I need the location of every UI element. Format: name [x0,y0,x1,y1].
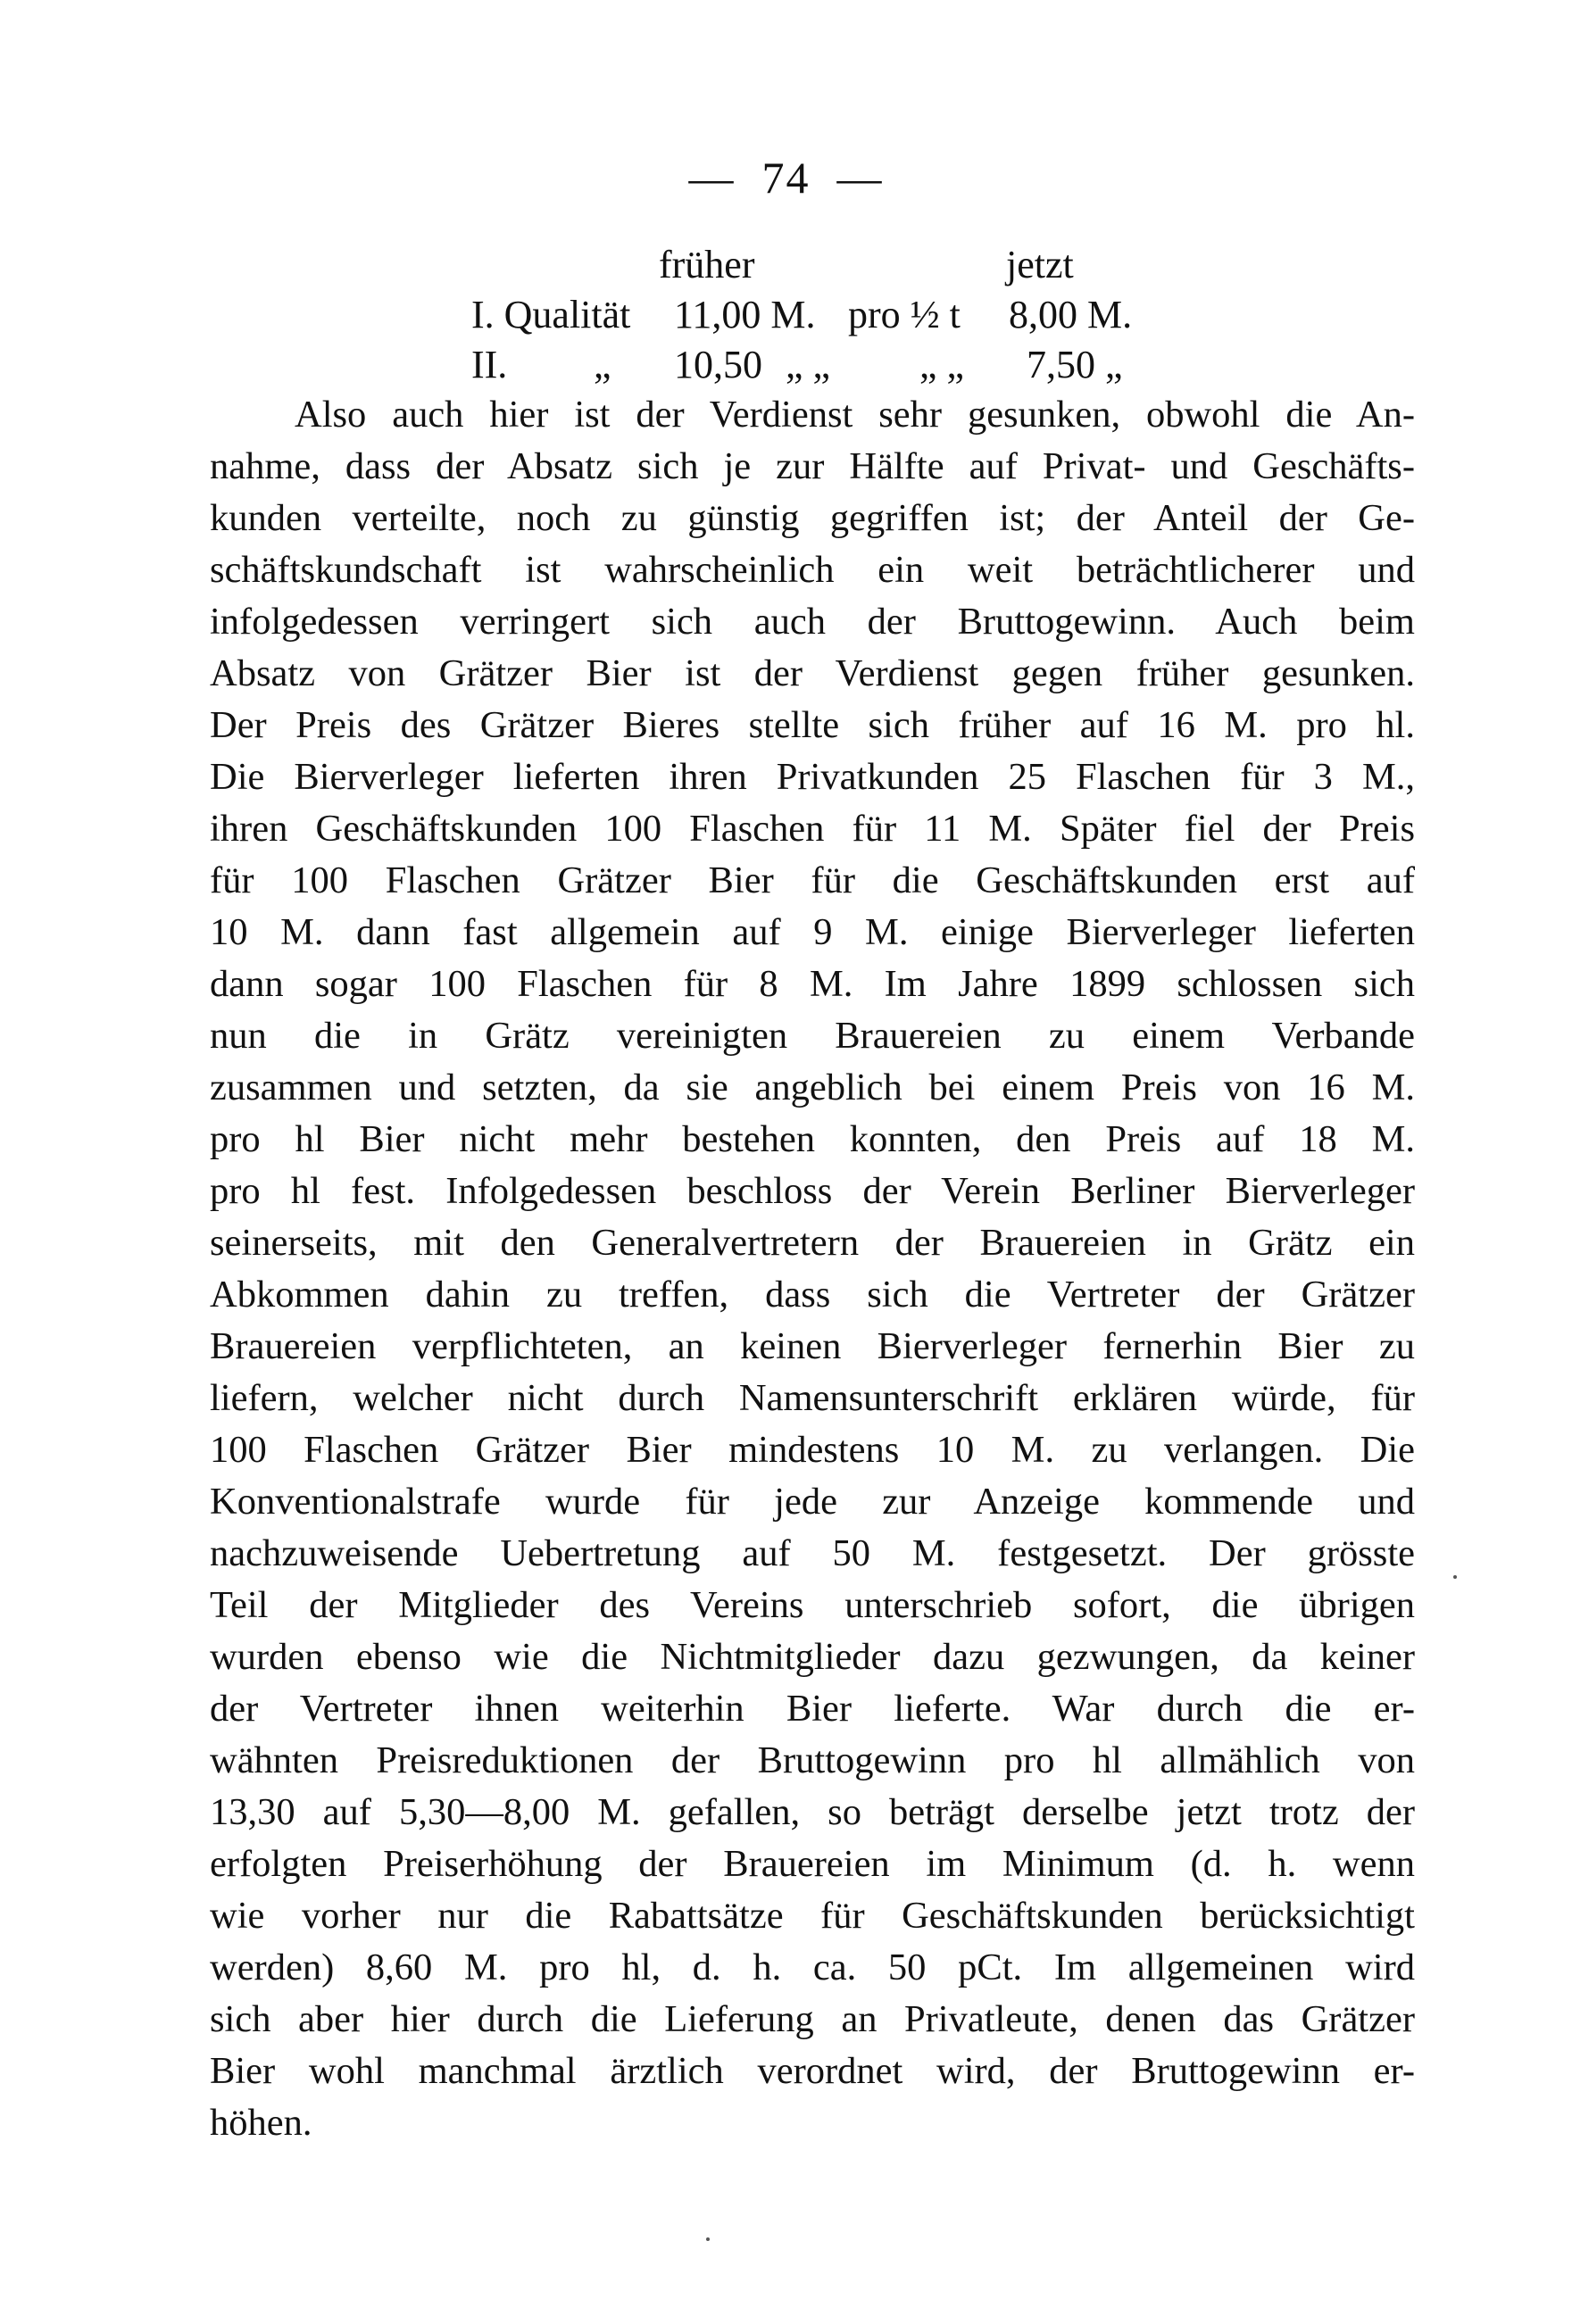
price-row-2-unit: „ „ [919,343,965,386]
text-line: höhen. [210,2102,312,2144]
body-paragraph [210,389,1415,2149]
price-row-1-unit: pro ½ t [848,293,961,336]
text-line: sich aber hier durch die Lieferung an Privatleute, denen das Grätzer [210,1998,1415,2040]
text-line: ihren Geschäftskunden 100 Flaschen für 11 M. Später fiel der Preis [210,808,1415,850]
price-header-before: früher [659,243,755,286]
text-line: Brauereien verpflichteten, an keinen Bierverleger fernerhin Bier zu [210,1325,1415,1367]
text-line: der Vertreter ihnen weiterhin Bier lieferte. War durch die er- [210,1688,1415,1730]
text-line: kunden verteilte, noch zu günstig gegriffen ist; der Anteil der Ge- [210,497,1415,539]
text-line: für 100 Flaschen Grätzer Bier für die Geschäftskunden erst auf [210,859,1415,901]
text-line: zusammen und setzten, da sie angeblich bei einem Preis von 16 M. [210,1067,1415,1108]
text-line: liefern, welcher nicht durch Namensunterschrift erklären würde, für [210,1377,1415,1419]
price-row-2-ditto-b: „ „ [786,343,831,386]
text-line: nachzuweisende Uebertretung auf 50 M. festgesetzt. Der grösste [210,1532,1415,1574]
page-number-dash-right: — [836,153,884,203]
text-line: 13,30 auf 5,30—8,00 M. gefallen, so beträgt derselbe jetzt trotz der [210,1791,1415,1833]
page-number-dash-left: — [688,153,736,203]
text-line: pro hl Bier nicht mehr bestehen konnten, den Preis auf 18 M. [210,1118,1415,1160]
price-row-2-now: 7,50 „ [1027,343,1123,386]
text-line: Die Bierverleger lieferten ihren Privatkunden 25 Flaschen für 3 M., [210,756,1415,798]
scan-speck [1453,1575,1457,1579]
text-line: seinerseits, mit den Generalvertretern der Brauereien in Grätz ein [210,1222,1415,1264]
text-line: 100 Flaschen Grätzer Bier mindestens 10 M. zu verlangen. Die [210,1429,1415,1471]
text-line: Also auch hier ist der Verdienst sehr gesunken, obwohl die An- [295,394,1415,436]
text-line: Teil der Mitglieder des Vereins unterschrieb sofort, die übrigen [210,1584,1415,1626]
text-line: Abkommen dahin zu treffen, dass sich die Vertreter der Grätzer [210,1274,1415,1316]
text-line: pro hl fest. Infolgedessen beschloss der Verein Berliner Bierverleger [210,1170,1415,1212]
text-line: nun die in Grätz vereinigten Brauereien zu einem Verbande [210,1015,1415,1057]
text-line: wurden ebenso wie die Nichtmitglieder dazu gezwungen, da keiner [210,1636,1415,1678]
text-line: infolgedessen verringert sich auch der Bruttogewinn. Auch beim [210,601,1415,643]
text-line: 10 M. dann fast allgemein auf 9 M. einige Bierverleger lieferten [210,911,1415,953]
price-header-now: jetzt [1006,243,1074,286]
price-row-2-label: II. [471,343,508,386]
price-row-2-before: 10,50 [674,343,762,386]
text-line: erfolgten Preiserhöhung der Brauereien im Minimum (d. h. wenn [210,1843,1415,1885]
text-line: werden) 8,60 M. pro hl, d. h. ca. 50 pCt. Im allgemeinen wird [210,1946,1415,1988]
text-line: Absatz von Grätzer Bier ist der Verdienst gegen früher gesunken. [210,652,1415,694]
price-row-1-before: 11,00 M. [674,293,816,336]
price-row-1-now: 8,00 M. [1009,293,1133,336]
text-line: nahme, dass der Absatz sich je zur Hälfte auf Privat- und Geschäfts- [210,445,1415,487]
text-line: Der Preis des Grätzer Bieres stellte sich früher auf 16 M. pro hl. [210,704,1415,746]
text-line: Bier wohl manchmal ärztlich verordnet wird, der Bruttogewinn er- [210,2050,1415,2092]
text-line: dann sogar 100 Flaschen für 8 M. Im Jahre 1899 schlossen sich [210,963,1415,1005]
text-line: schäftskundschaft ist wahrscheinlich ein weit beträchtlicherer und [210,549,1415,591]
text-line: Konventionalstrafe wurde für jede zur Anzeige kommende und [210,1481,1415,1523]
page-number [0,152,1572,203]
scan-speck [706,2237,710,2241]
page-number-value: 74 [761,153,811,203]
price-row-1-label: I. Qualität [471,293,631,336]
text-line: wie vorher nur die Rabattsätze für Geschäftskunden berücksichtigt [210,1895,1415,1937]
text-line: wähnten Preisreduktionen der Bruttogewinn pro hl allmählich von [210,1739,1415,1781]
price-row-2-ditto-a: „ [594,343,611,386]
